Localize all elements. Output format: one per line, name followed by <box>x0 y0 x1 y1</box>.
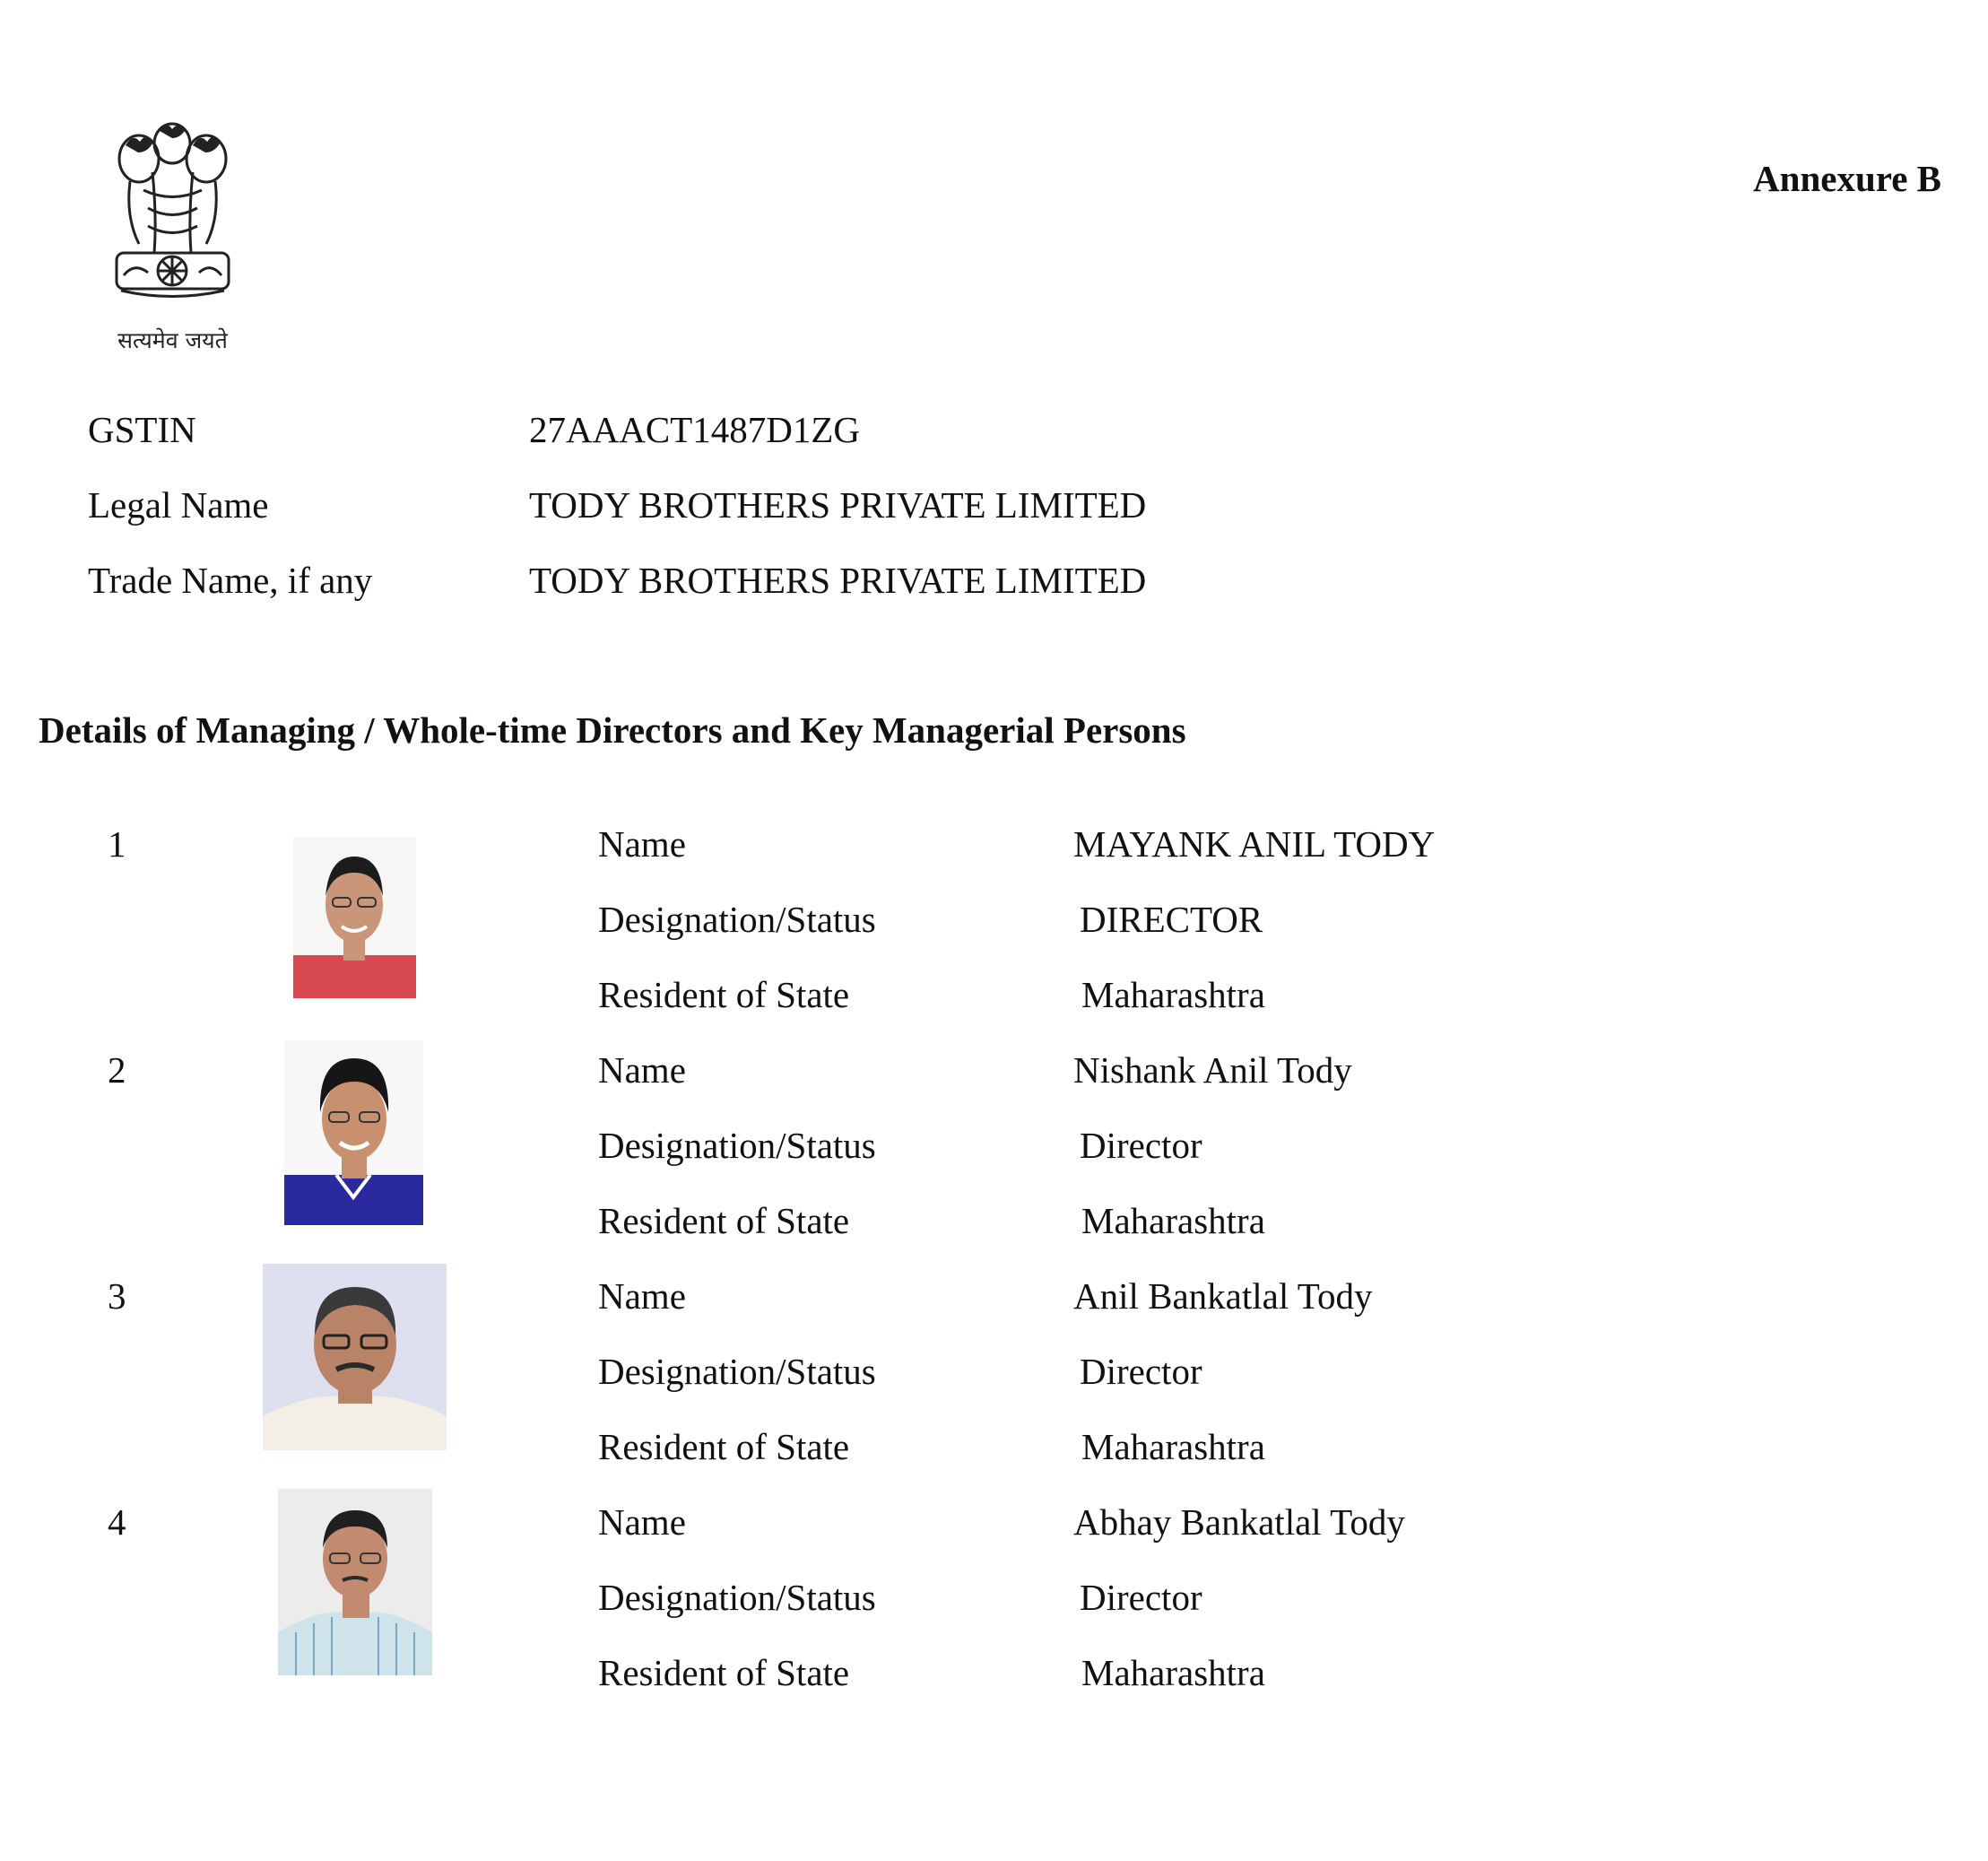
director-photo <box>278 1489 432 1675</box>
director-number: 1 <box>108 823 126 865</box>
trade-name-value: TODY BROTHERS PRIVATE LIMITED <box>529 560 1147 601</box>
emblem-motto: सत्यमेव जयते <box>117 327 228 353</box>
section-heading: Details of Managing / Whole-time Directors and Key Managerial Persons <box>39 709 1186 751</box>
director-name: MAYANK ANIL TODY <box>1073 823 1436 865</box>
director-designation: Director <box>1080 1577 1202 1618</box>
director-designation: DIRECTOR <box>1080 899 1263 940</box>
annexure-title: Annexure B <box>1753 158 1941 199</box>
trade-name-label: Trade Name, if any <box>88 560 373 601</box>
legal-name-label: Legal Name <box>88 484 269 526</box>
director-photo <box>293 837 416 998</box>
resident-label: Resident of State <box>598 1200 850 1241</box>
director-photo <box>263 1264 447 1450</box>
name-label: Name <box>598 823 686 865</box>
legal-name-value: TODY BROTHERS PRIVATE LIMITED <box>529 484 1147 526</box>
resident-label: Resident of State <box>598 1426 850 1467</box>
director-designation: Director <box>1080 1125 1202 1166</box>
gstin-value: 27AAACT1487D1ZG <box>529 409 860 450</box>
director-number: 4 <box>108 1501 126 1543</box>
designation-label: Designation/Status <box>598 1125 876 1166</box>
shirt <box>278 1613 432 1676</box>
designation-label: Designation/Status <box>598 899 876 940</box>
director-resident: Maharashtra <box>1081 1200 1265 1241</box>
lion-capital-icon <box>99 118 247 325</box>
director-number: 2 <box>108 1049 126 1091</box>
director-photo <box>284 1040 423 1225</box>
shirt <box>293 955 416 998</box>
gstin-label: GSTIN <box>88 409 196 450</box>
director-name: Nishank Anil Tody <box>1073 1049 1352 1091</box>
director-name: Abhay Bankatlal Tody <box>1073 1501 1405 1543</box>
director-resident: Maharashtra <box>1081 1652 1265 1693</box>
name-label: Name <box>598 1501 686 1543</box>
director-resident: Maharashtra <box>1081 974 1265 1015</box>
resident-label: Resident of State <box>598 974 850 1015</box>
resident-label: Resident of State <box>598 1652 850 1693</box>
shirt <box>284 1175 423 1225</box>
name-label: Name <box>598 1275 686 1317</box>
name-label: Name <box>598 1049 686 1091</box>
director-number: 3 <box>108 1275 126 1317</box>
director-resident: Maharashtra <box>1081 1426 1265 1467</box>
director-name: Anil Bankatlal Tody <box>1073 1275 1373 1317</box>
director-designation: Director <box>1080 1351 1202 1392</box>
designation-label: Designation/Status <box>598 1577 876 1618</box>
designation-label: Designation/Status <box>598 1351 876 1392</box>
